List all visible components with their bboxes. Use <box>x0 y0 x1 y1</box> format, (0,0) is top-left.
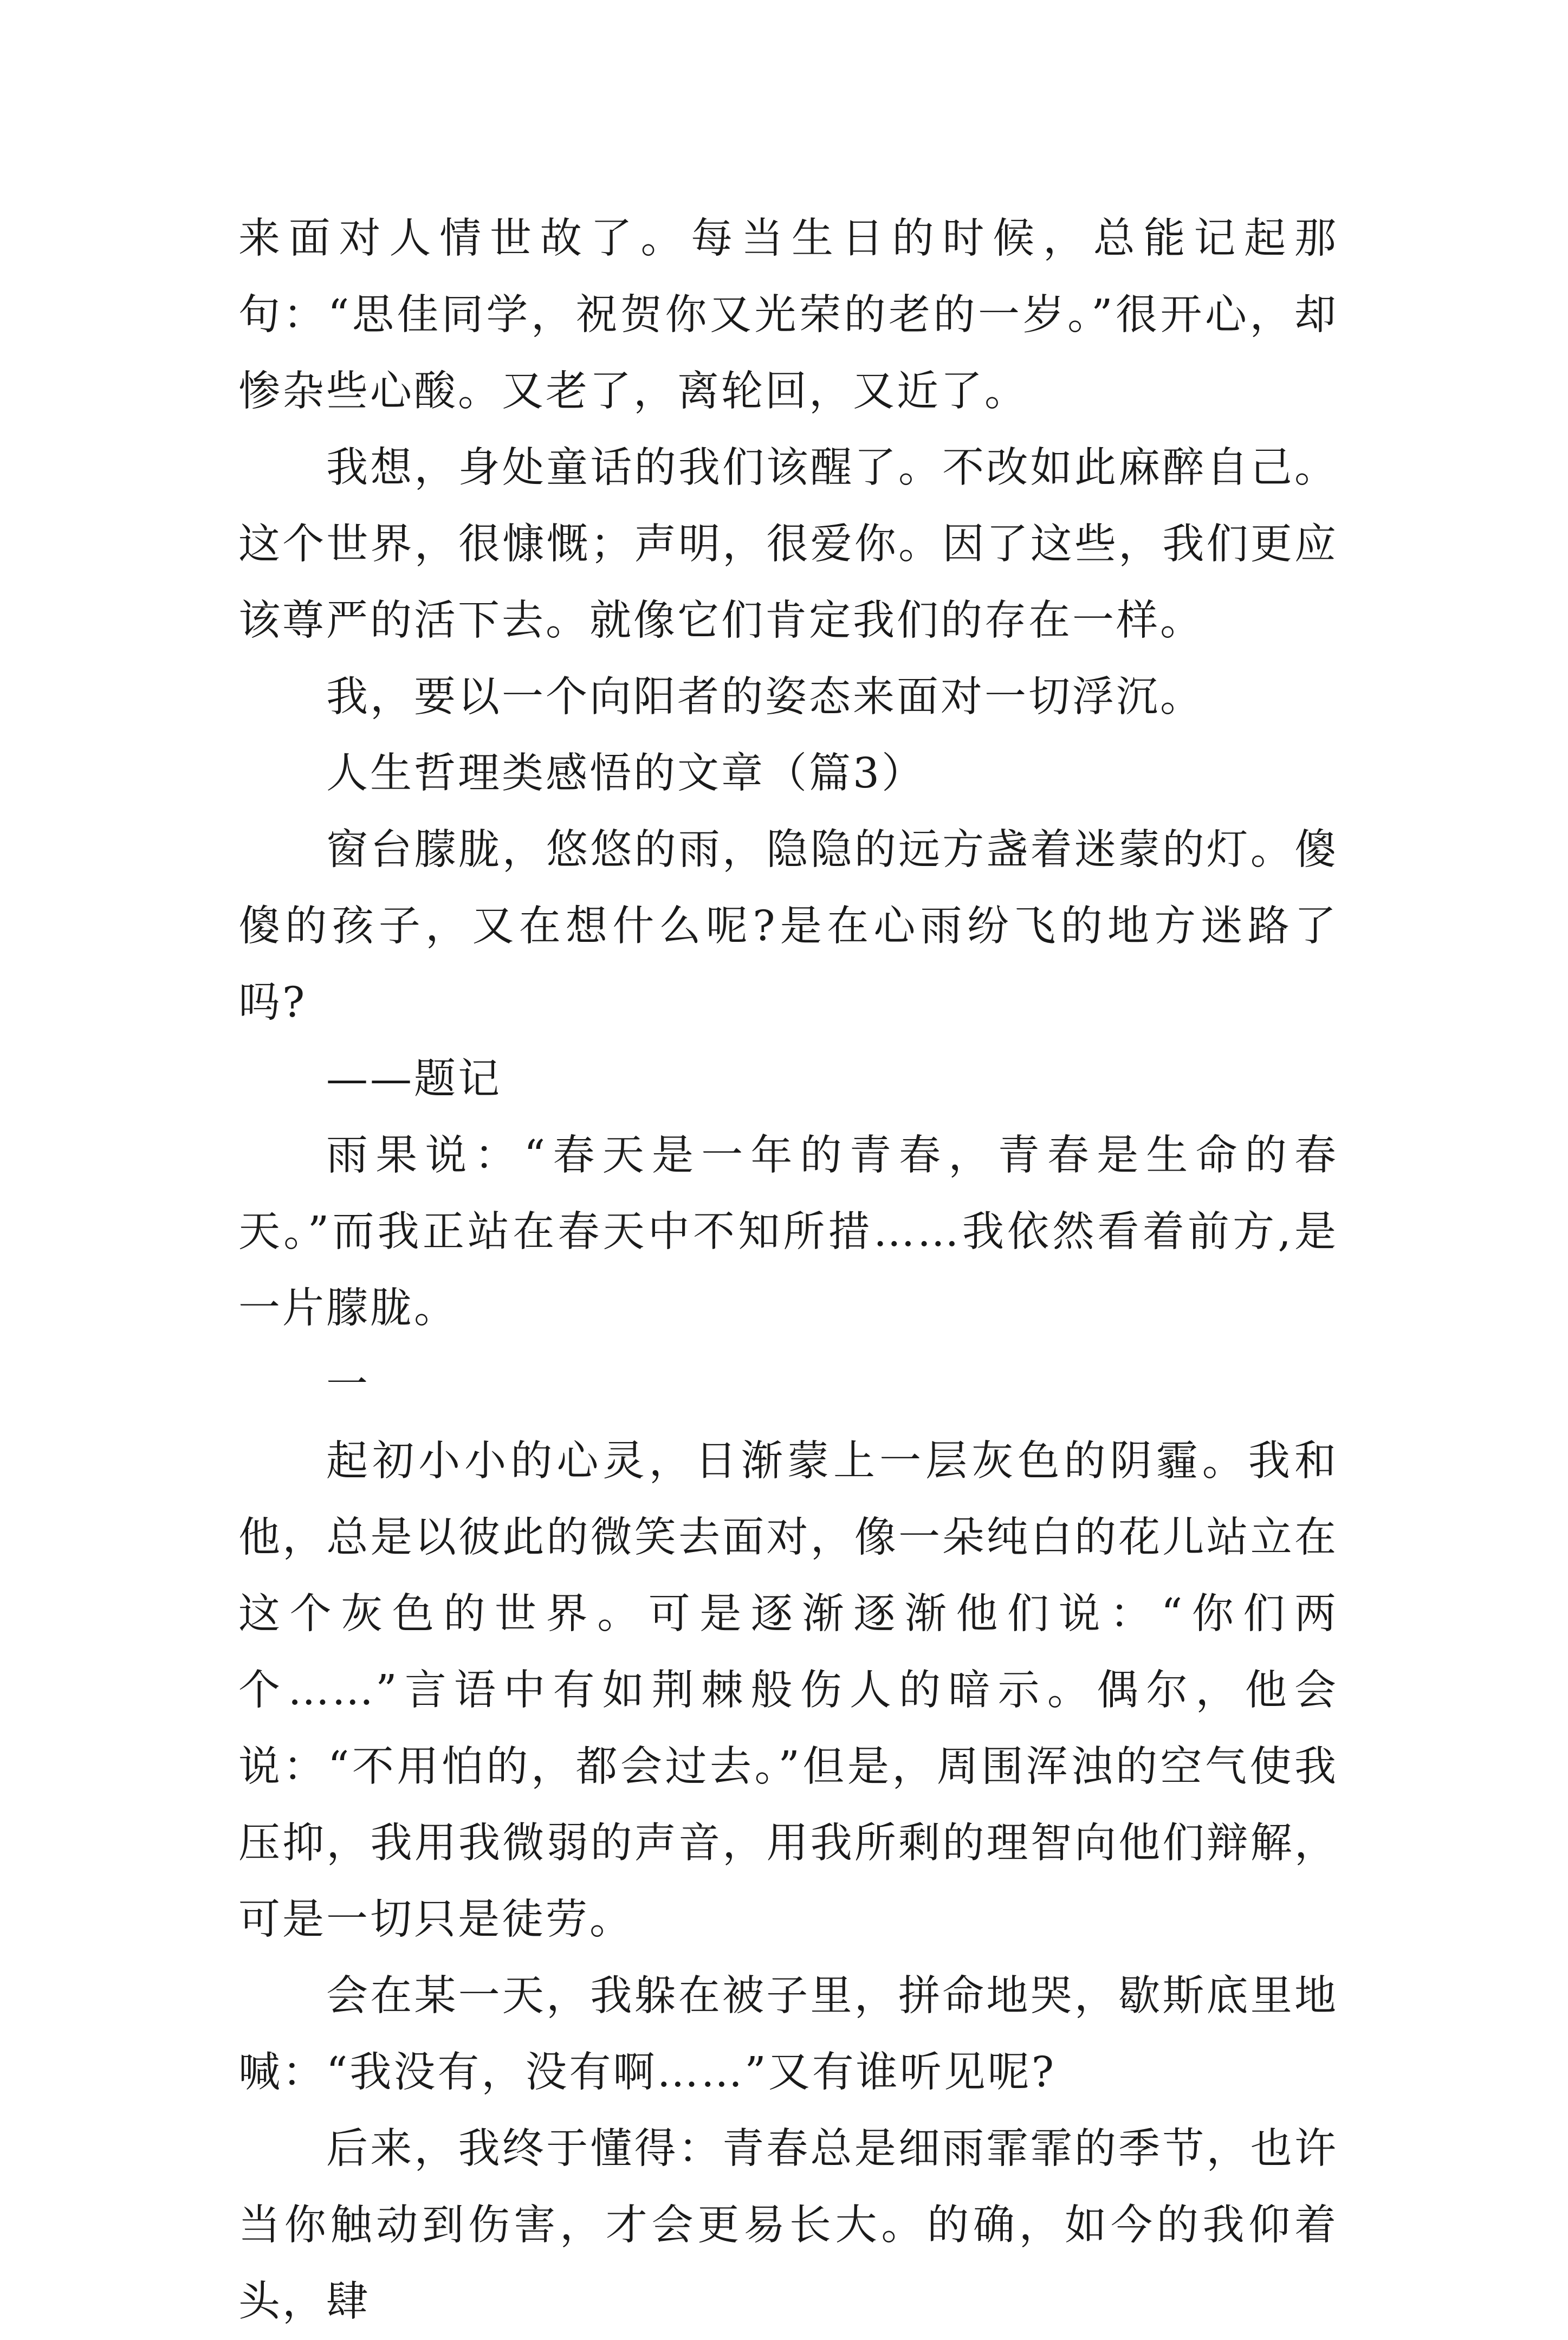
section-number: 一 <box>326 1361 370 1409</box>
paragraph: 会在某一天，我躲在被子里，拼命地哭，歇斯底里地喊：“我没有，没有啊……”又有谁听见呢? <box>238 1972 1338 2097</box>
paragraph: 来面对人情世故了。每当生日的时候，总能记起那句：“思佳同学，祝贺你又光荣的老的一岁。”很开心，却惨杂些心酸。又老了，离轮回，又近了。 <box>238 215 1338 416</box>
paragraph: 起初小小的心灵，日渐蒙上一层灰色的阴霾。我和他，总是以彼此的微笑去面对，像一朵纯白的花儿站立在这个灰色的世界。可是逐渐逐渐他们说：“你们两个……”言语中有如荆棘般伤人的暗示。偶尔，他会说：“不用怕的，都会过去。”但是，周围浑浊的空气使我压抑，我用我微弱的声音，用我所剩的理智向他们辩解，可是一切只是徒劳。 <box>238 1437 1338 1944</box>
paragraph: 后来，我终于懂得：青春总是细雨霏霏的季节，也许当你触动到伤害，才会更易长大。的确，如今的我仰着头，肆 <box>238 2125 1338 2326</box>
epigraph-attribution: ——题记 <box>326 1055 502 1103</box>
paragraph: 我，要以一个向阳者的姿态来面对一切浮沉。 <box>326 673 1204 721</box>
paragraph: 雨果说：“春天是一年的青春，青春是生命的春天。”而我正站在春天中不知所措……我依然看着前方,是一片朦胧。 <box>238 1132 1338 1333</box>
document-body <box>238 201 1338 2340</box>
section-heading: 人生哲理类感悟的文章（篇3） <box>326 749 925 798</box>
paragraph: 窗台朦胧，悠悠的雨，隐隐的远方盏着迷蒙的灯。傻傻的孩子，又在想什么呢?是在心雨纷飞的地方迷路了吗? <box>238 826 1338 1027</box>
paragraph: 我想，身处童话的我们该醒了。不改如此麻醉自己。这个世界，很慷慨；声明，很爱你。因了这些，我们更应该尊严的活下去。就像它们肯定我们的存在一样。 <box>238 444 1338 645</box>
